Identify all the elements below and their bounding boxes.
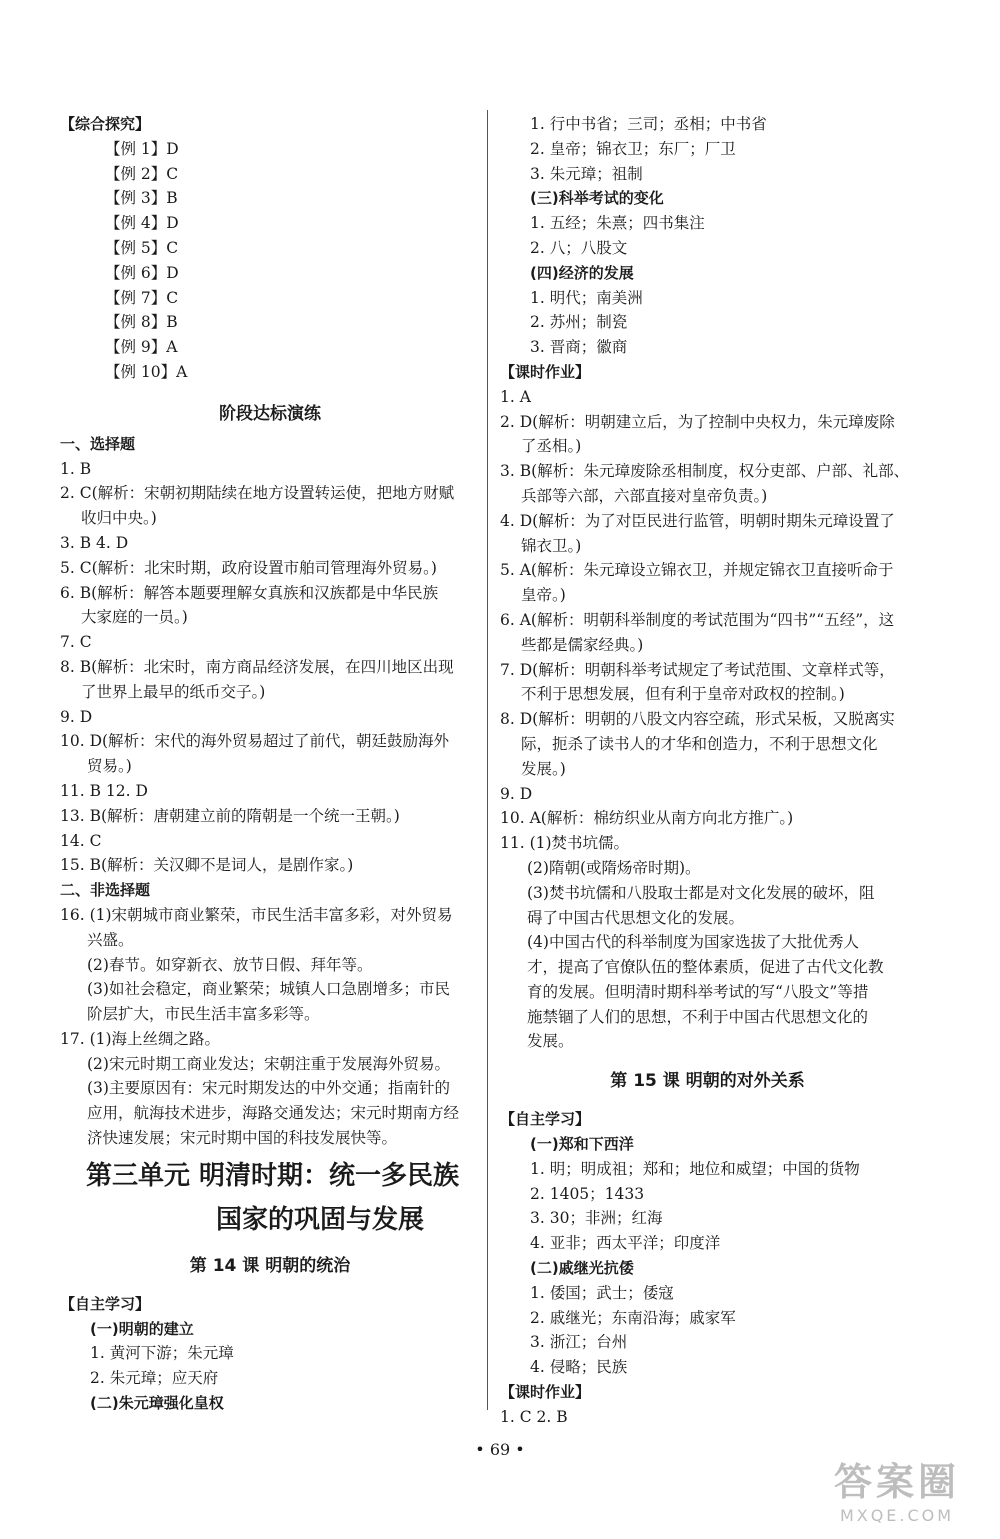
unit-title: 国家的巩固与发展 <box>216 1204 425 1235</box>
subsection-heading: (二)朱元璋强化皇权 <box>90 1394 224 1413</box>
answer-line: 贸易。) <box>87 757 132 776</box>
watermark-text: 答案圈 <box>833 1460 960 1504</box>
subsection-heading: (四)经济的发展 <box>530 263 634 282</box>
answer-line: 1. 行中书省；三司；丞相；中书省 <box>530 115 767 133</box>
answer-line: 13. B(解析：唐朝建立前的隋朝是一个统一王朝。) <box>60 806 400 825</box>
answer-line: 2. D(解析：明朝建立后，为了控制中央权力，朱元璋废除 <box>500 412 895 431</box>
answer-line: 1. C 2. B <box>500 1407 568 1426</box>
section-heading: 【课时作业】 <box>500 362 591 381</box>
subsection-heading: (一)郑和下西洋 <box>530 1135 634 1154</box>
answer-line: 1. 明代；南美洲 <box>530 288 643 307</box>
unit-title: 第三单元 明清时期：统一多民族 <box>86 1160 460 1191</box>
subsection-heading: (一)明朝的建立 <box>90 1319 194 1338</box>
example-answer: 【例 8】B <box>105 313 178 332</box>
answer-line: (3)主要原因有：宋元时期发达的中外交通；指南针的 <box>87 1079 450 1098</box>
answer-line: 才，提高了官僚队伍的整体素质，促进了古代文化教 <box>527 958 884 977</box>
answer-line: 施禁锢了人们的思想，不利于中国古代思想文化的 <box>527 1007 869 1026</box>
right-column <box>500 112 915 1430</box>
answer-line: (2)春节。如穿新衣、放节日假、拜年等。 <box>87 955 373 974</box>
example-answer: 【例 7】C <box>105 288 179 307</box>
left-column <box>60 112 480 1416</box>
answer-line: 10. A(解析：棉纺织业从南方向北方推广。) <box>500 809 794 828</box>
example-answer: 【例 1】D <box>105 139 179 158</box>
section-heading: 【自主学习】 <box>60 1294 151 1313</box>
example-answer: 【例 4】D <box>105 214 179 233</box>
answer-line: 碍了中国古代思想文化的发展。 <box>527 908 745 927</box>
example-answer: 【例 3】B <box>105 189 178 208</box>
answer-line: 3. 晋商；徽商 <box>530 338 628 357</box>
section-heading: 二、非选择题 <box>60 881 151 900</box>
watermark-logo <box>812 1451 982 1531</box>
answer-line: 2. 八；八股文 <box>530 238 628 257</box>
answer-line: 3. 30；非洲；红海 <box>530 1209 663 1228</box>
answer-line: 2. C(解析：宋朝初期陆续在地方设置转运使，把地方财赋 <box>60 484 455 503</box>
answer-line: 际，扼杀了读书人的才华和创造力，不利于思想文化 <box>521 734 878 753</box>
answer-line: 3. B 4. D <box>60 533 129 552</box>
answer-line: 7. D(解析：明朝科举考试规定了考试范围、文章样式等， <box>500 660 895 679</box>
answer-line: 11. B 12. D <box>60 781 148 800</box>
subsection-heading: (二)戚继光抗倭 <box>530 1259 634 1278</box>
answer-line: 10. D(解析：宋代的海外贸易超过了前代，朝廷鼓励海外 <box>60 732 450 751</box>
answer-line: 8. D(解析：明朝的八股文内容空疏，形式呆板，又脱离实 <box>500 710 895 729</box>
lesson-title: 第 15 课 明朝的对外关系 <box>610 1071 805 1092</box>
answer-line: 了丞相。) <box>521 437 582 456</box>
answer-line: 1. 五经；朱熹；四书集注 <box>530 214 705 233</box>
answer-line: 兴盛。 <box>87 930 134 949</box>
answer-line: 3. 浙江；台州 <box>530 1333 628 1352</box>
answer-line: 4. 侵略；民族 <box>530 1358 628 1377</box>
answer-line: (3)焚书坑儒和八股取士都是对文化发展的破坏，阻 <box>527 883 875 902</box>
column-divider <box>487 110 488 1410</box>
answer-line: 14. C <box>60 831 102 850</box>
answer-line: 3. B(解析：朱元璋废除丞相制度，权分吏部、户部、礼部、 <box>500 462 910 481</box>
example-answer: 【例 2】C <box>105 164 179 183</box>
answer-line: 7. C <box>60 633 92 652</box>
lesson-title: 第 14 课 明朝的统治 <box>189 1255 351 1276</box>
answer-line: 锦衣卫。) <box>521 536 582 555</box>
section-heading: 【课时作业】 <box>500 1383 591 1402</box>
answer-line: (4)中国古代的科举制度为国家选拔了大批优秀人 <box>527 933 859 952</box>
answer-line: 17. (1)海上丝绸之路。 <box>60 1029 221 1048</box>
answer-line: 发展。) <box>521 759 566 778</box>
section-heading: 【自主学习】 <box>500 1110 591 1129</box>
answer-line: 些都是儒家经典。) <box>521 635 644 654</box>
example-answer: 【例 6】D <box>105 263 179 282</box>
answer-line: 9. D <box>500 784 533 803</box>
answer-line: (2)宋元时期工商业发达；宋朝注重于发展海外贸易。 <box>87 1054 450 1073</box>
example-answer: 【例 9】A <box>105 338 178 357</box>
section-heading: 【综合探究】 <box>60 115 151 133</box>
answer-line: 15. B(解析：关汉卿不是词人，是剧作家。) <box>60 856 354 875</box>
answer-line: 阶层扩大，市民生活丰富多彩等。 <box>87 1005 320 1024</box>
example-answer: 【例 10】A <box>105 362 188 381</box>
answer-line: 皇帝。) <box>521 586 566 605</box>
answer-line: 6. B(解析：解答本题要理解女真族和汉族都是中华民族 <box>60 583 439 602</box>
answer-line: 发展。 <box>527 1032 574 1051</box>
answer-line: 4. 亚非；西太平洋；印度洋 <box>530 1234 721 1253</box>
answer-line: 1. 明；明成祖；郑和；地位和威望；中国的货物 <box>530 1159 860 1178</box>
answer-line: 16. (1)宋朝城市商业繁荣，市民生活丰富多彩，对外贸易 <box>60 905 453 924</box>
example-answer: 【例 5】C <box>105 238 179 257</box>
answer-line: 收归中央。) <box>81 509 157 528</box>
answer-line: 2. 1405；1433 <box>530 1184 645 1203</box>
answer-line: 1. 黄河下游；朱元璋 <box>90 1344 234 1363</box>
subsection-heading: (三)科举考试的变化 <box>530 189 664 208</box>
answer-line: 1. 倭国；武士；倭寇 <box>530 1283 674 1302</box>
answer-line: 1. A <box>500 387 531 406</box>
answer-line: 9. D <box>60 707 93 726</box>
stage-title: 阶段达标演练 <box>219 403 321 424</box>
page-number: • 69 • <box>475 1440 525 1459</box>
answer-line: (3)如社会稳定，商业繁荣；城镇人口急剧增多；市民 <box>87 980 450 999</box>
section-heading: 一、选择题 <box>60 434 136 453</box>
answer-line: 大家庭的一员。) <box>81 608 188 627</box>
answer-line: 济快速发展；宋元时期中国的科技发展快等。 <box>87 1129 398 1148</box>
answer-line: 8. B(解析：北宋时，南方商品经济发展，在四川地区出现 <box>60 657 454 676</box>
answer-line: 1. B <box>60 459 92 478</box>
answer-line: (2)隋朝(或隋炀帝时期)。 <box>527 858 701 877</box>
answer-line: 2. 戚继光；东南沿海；戚家军 <box>530 1308 736 1327</box>
answer-line: 2. 苏州；制瓷 <box>530 313 628 332</box>
answer-line: 不利于思想发展，但有利于皇帝对政权的控制。) <box>521 685 845 704</box>
answer-line: 2. 皇帝；锦衣卫；东厂；厂卫 <box>530 139 736 158</box>
answer-line: 应用，航海技术进步，海路交通发达；宋元时期南方经 <box>87 1104 460 1123</box>
watermark-url: MXQE.COM <box>839 1506 955 1525</box>
answer-line: 兵部等六部，六部直接对皇帝负责。) <box>521 486 768 505</box>
answer-line: 3. 朱元璋；祖制 <box>530 164 643 183</box>
answer-line: 5. C(解析：北宋时期，政府设置市舶司管理海外贸易。) <box>60 558 437 577</box>
answer-line: 2. 朱元璋；应天府 <box>90 1369 219 1388</box>
answer-line: 4. D(解析：为了对臣民进行监管，明朝时期朱元璋设置了 <box>500 511 895 530</box>
answer-line: 11. (1)焚书坑儒。 <box>500 834 630 853</box>
answer-line: 了世界上最早的纸币交子。) <box>81 682 266 701</box>
answer-line: 5. A(解析：朱元璋设立锦衣卫，并规定锦衣卫直接听命于 <box>500 561 894 580</box>
answer-line: 育的发展。但明清时期科举考试的写“八股文”等措 <box>527 982 869 1001</box>
answer-line: 6. A(解析：明朝科举制度的考试范围为“四书”“五经”，这 <box>500 610 895 629</box>
